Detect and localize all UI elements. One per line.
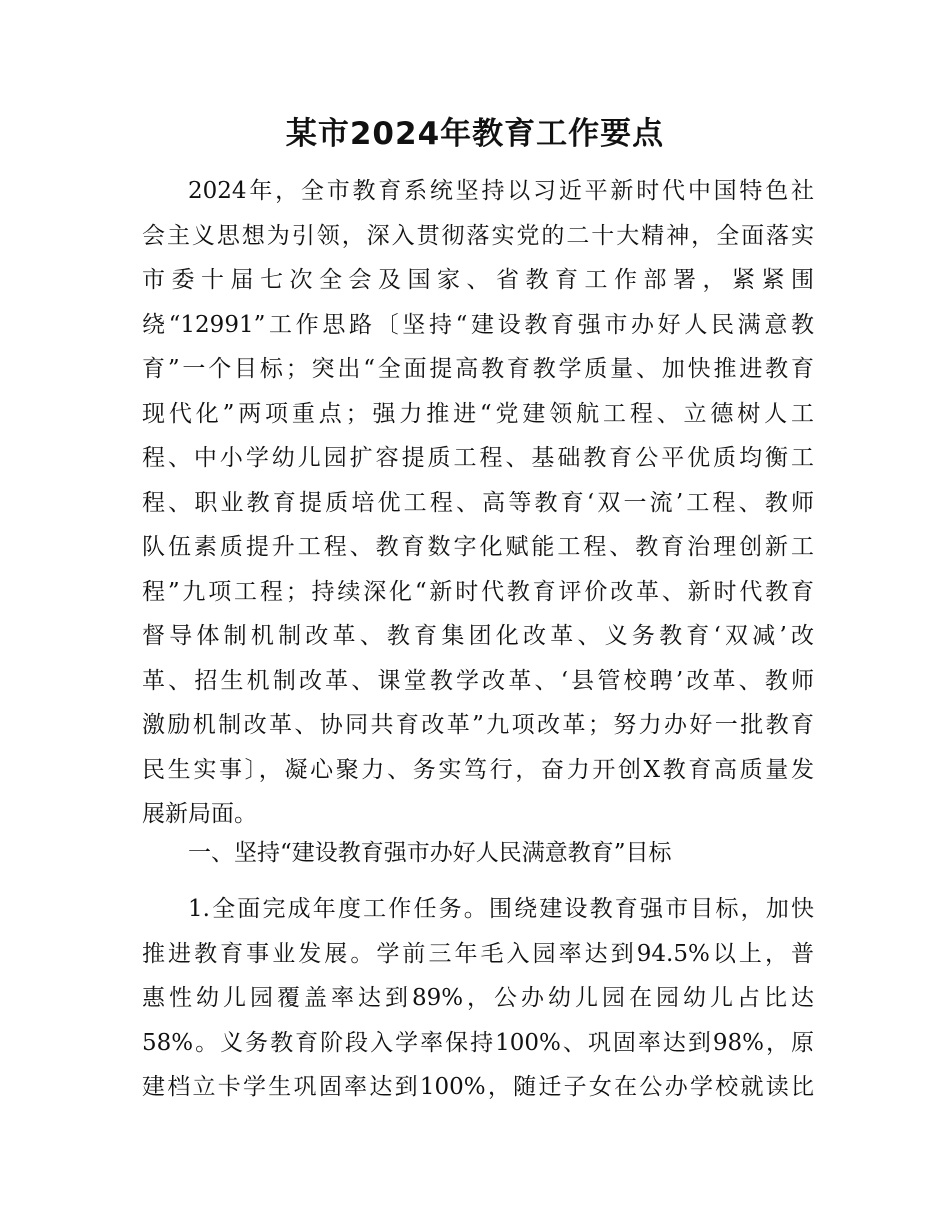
text-line: 建档立卡学生巩固率达到100%，随迁子女在公办学校就读比: [142, 1074, 814, 1100]
intro-paragraph: [142, 169, 814, 837]
text-line: 展新局面。: [142, 801, 257, 827]
section-heading: [142, 831, 814, 876]
text-line: 程”九项工程；持续深化“新时代教育评价改革、新时代教育: [142, 578, 814, 605]
item-paragraph: [142, 887, 814, 1110]
text-line: 革、招生机制改革、课堂教学改革、‘县管校聘’改革、教师: [142, 667, 814, 694]
text-line: 2024年，全市教育系统坚持以习近平新时代中国特色社: [188, 178, 814, 204]
text-line: 推进教育事业发展。学前三年毛入园率达到94.5%以上，普: [142, 940, 814, 967]
text-line: 程、中小学幼儿园扩容提质工程、基础教育公平优质均衡工: [142, 445, 814, 471]
text-line: 会主义思想为引领，深入贯彻落实党的二十大精神，全面落实: [142, 222, 814, 249]
text-line: 育”一个目标；突出“全面提高教育教学质量、加快推进教育: [142, 356, 814, 382]
text-line: 1.全面完成年度工作任务。围绕建设教育强市目标，加快: [188, 896, 814, 922]
text-line: 程、职业教育提质培优工程、高等教育‘双一流’工程、教师: [142, 489, 814, 516]
text-line: 58%。义务教育阶段入学率保持100%、巩固率达到98%，原: [142, 1029, 814, 1056]
text-line: 督导体制机制改革、教育集团化改革、义务教育‘双减’改: [142, 623, 814, 649]
text-line: 民生实事〕，凝心聚力、务实笃行，奋力开创X教育高质量发: [142, 756, 814, 783]
section-heading-text: 一、坚持“建设教育强市办好人民满意教育”目标: [188, 840, 672, 866]
text-line: 绕“12991”工作思路〔坚持“建设教育强市办好人民满意教: [142, 311, 814, 338]
text-line: 市委十届七次全会及国家、省教育工作部署，紧紧围: [142, 267, 814, 293]
text-line: 惠性幼儿园覆盖率达到89%，公办幼儿园在园幼儿占比达: [142, 985, 814, 1011]
document-title: 某市2024年教育工作要点: [285, 116, 665, 152]
text-line: 激励机制改革、协同共育改革”九项改革；努力办好一批教育: [142, 712, 814, 738]
text-line: 现代化”两项重点；强力推进“党建领航工程、立德树人工: [142, 400, 814, 427]
text-line: 队伍素质提升工程、教育数字化赋能工程、教育治理创新工: [142, 534, 814, 560]
